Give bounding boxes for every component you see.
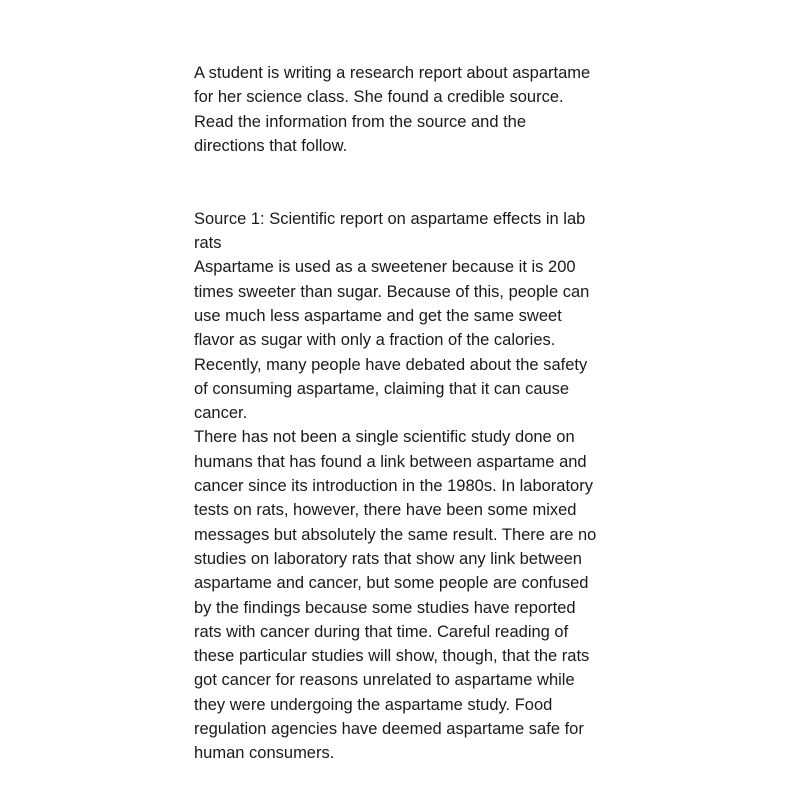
intro-paragraph: A student is writing a research report about aspartame for her science class. She found a credible source. Read the information from the source and the directions that follow. xyxy=(194,64,591,155)
document-body xyxy=(194,61,614,766)
source-paragraph-1: Aspartame is used as a sweetener because it is 200 times sweeter than sugar. Because of this, people can use much less aspartame and get the same sweet flavor as sugar with only a fraction of the calories. Recently, many people have debated about the safety of consuming aspartame, claiming that it can cause cancer. xyxy=(194,258,590,423)
source-paragraph-2: There has not been a single scientific study done on humans that has found a link between aspartame and cancer since its introduction in the 1980s. In laboratory tests on rats, however, there have been some mixed messages but absolutely the same result. There are no studies on laboratory rats that show any link between aspartame and cancer, but some people are confused by the findings because some studies have reported rats with cancer during that time. Careful reading of these particular studies will show, though, that the rats got cancer for reasons unrelated to aspartame while they were undergoing the aspartame study. Food regulation agencies have deemed aspartame safe for human consumers. xyxy=(194,428,597,763)
source-title: Source 1: Scientific report on aspartame effects in lab rats xyxy=(194,209,586,253)
